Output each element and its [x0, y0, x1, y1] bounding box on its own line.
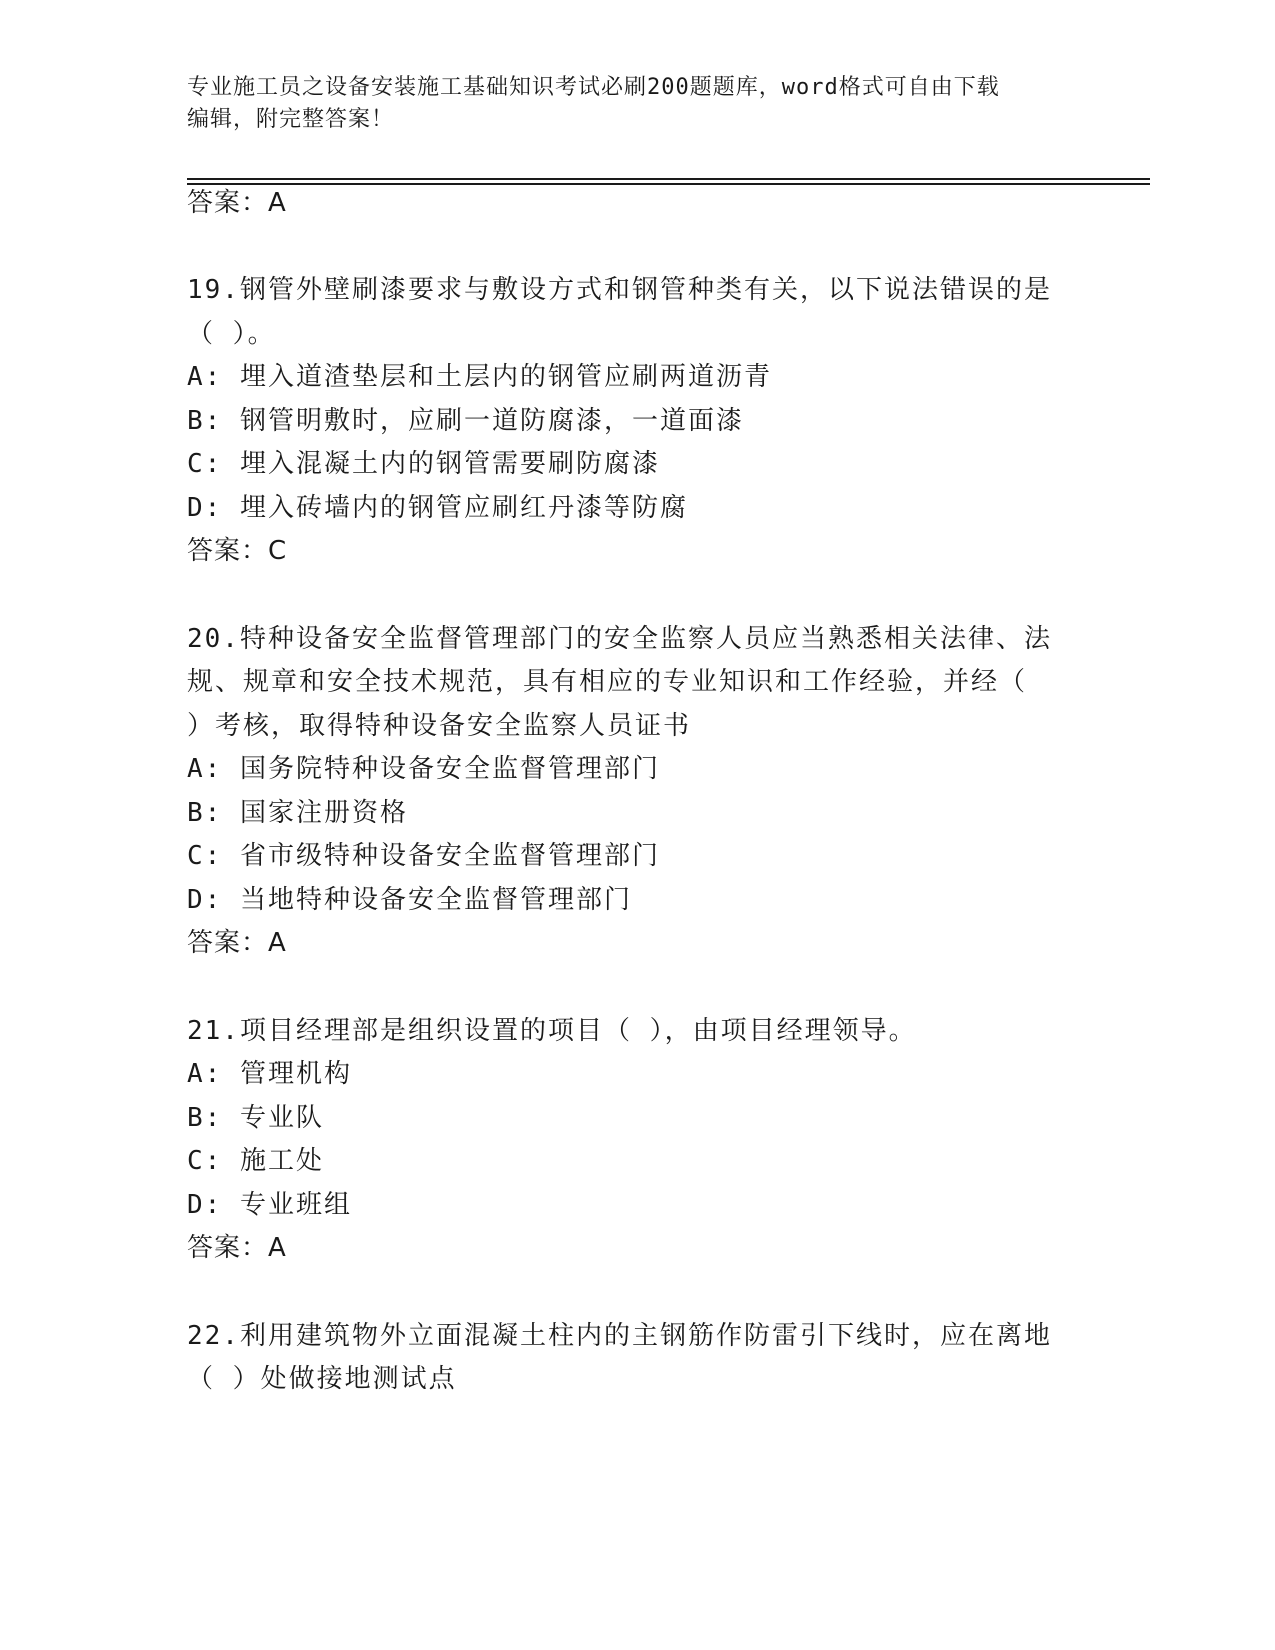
question-19-option-d: D: 埋入砖墙内的钢管应刷红丹漆等防腐 [187, 493, 688, 523]
question-20-stem-line-2: 规、规章和安全技术规范，具有相应的专业知识和工作经验，并经（ [187, 667, 1028, 697]
question-21-option-a: A: 管理机构 [187, 1059, 352, 1089]
question-20-option-c: C: 省市级特种设备安全监督管理部门 [187, 841, 660, 871]
header-divider-bottom [187, 183, 1150, 185]
question-20-option-b: B: 国家注册资格 [187, 798, 408, 828]
document-header [187, 72, 1067, 136]
question-19-option-c: C: 埋入混凝土内的钢管需要刷防腐漆 [187, 449, 660, 479]
question-19-option-b: B: 钢管明敷时，应刷一道防腐漆，一道面漆 [187, 406, 744, 436]
answer-label: 答案：A [187, 188, 287, 218]
question-22-stem-line-1: 22.利用建筑物外立面混凝土柱内的主钢筋作防雷引下线时，应在离地 [187, 1321, 1052, 1351]
header-line-1: 专业施工员之设备安装施工基础知识考试必刷200题题库，word格式可自由下载 [187, 75, 1000, 100]
question-19-option-a: A: 埋入道渣垫层和土层内的钢管应刷两道沥青 [187, 362, 772, 392]
header-line-2: 编辑，附完整答案！ [187, 107, 395, 132]
question-20-option-a: A: 国务院特种设备安全监督管理部门 [187, 754, 660, 784]
question-19-answer: 答案：C [187, 536, 288, 566]
question-20-answer: 答案：A [187, 928, 287, 958]
question-21-answer: 答案：A [187, 1233, 287, 1263]
question-20-option-d: D: 当地特种设备安全监督管理部门 [187, 885, 632, 915]
header-divider-top [187, 178, 1150, 180]
question-21-stem-line-1: 21.项目经理部是组织设置的项目（ ），由项目经理领导。 [187, 1016, 917, 1046]
question-21-option-b: B: 专业队 [187, 1103, 324, 1133]
question-20-stem-line-1: 20.特种设备安全监督管理部门的安全监察人员应当熟悉相关法律、法 [187, 624, 1052, 654]
question-21-option-c: C: 施工处 [187, 1146, 324, 1176]
question-19-stem-line-1: 19.钢管外壁刷漆要求与敷设方式和钢管种类有关，以下说法错误的是 [187, 275, 1052, 305]
question-19-stem-line-2: （ ）。 [187, 319, 276, 349]
question-22-stem-line-2: （ ）处做接地测试点 [187, 1364, 457, 1394]
question-20-stem-line-3: ）考核，取得特种设备安全监察人员证书 [187, 711, 692, 741]
question-21-option-d: D: 专业班组 [187, 1190, 352, 1220]
